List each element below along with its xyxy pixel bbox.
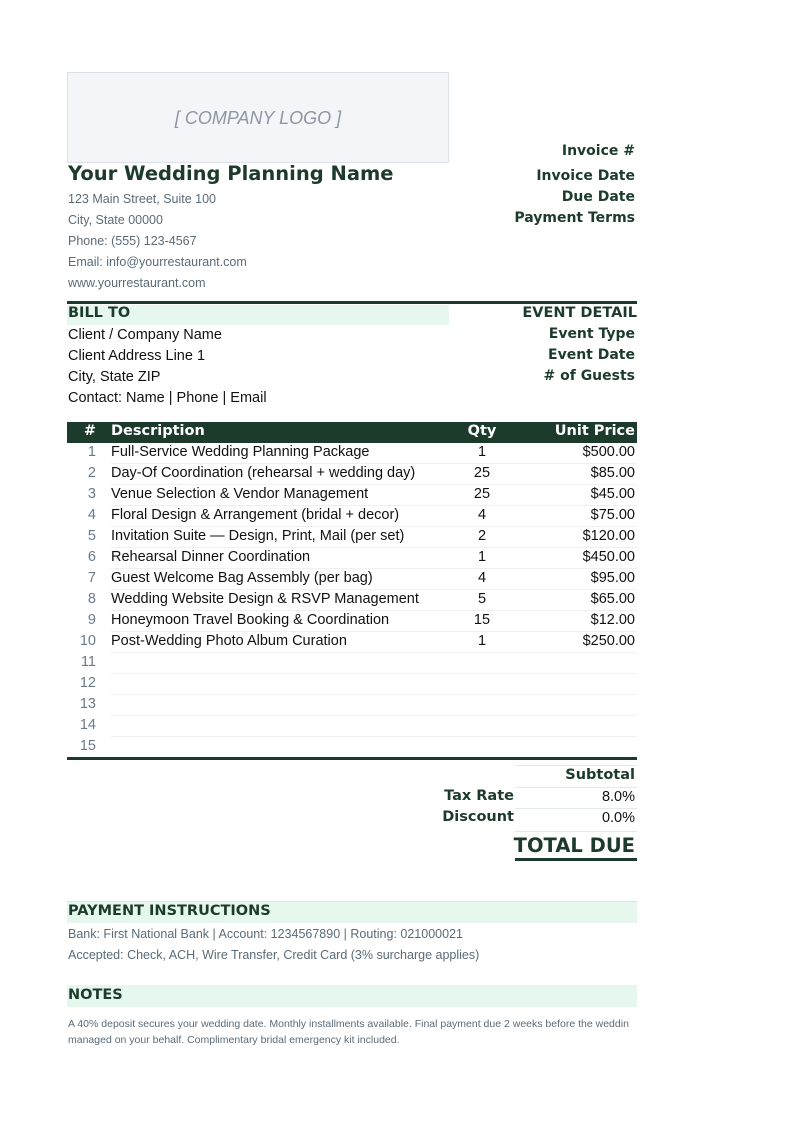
subtotal-bottom-line bbox=[515, 787, 637, 788]
table-row bbox=[67, 506, 637, 527]
row-description: Floral Design & Arrangement (bridal + decor) bbox=[111, 507, 400, 523]
row-unit-price: $95.00 bbox=[590, 570, 635, 586]
table-row bbox=[67, 464, 637, 485]
payment-terms-label: Payment Terms bbox=[514, 210, 635, 226]
notes-line-1: A 40% deposit secures your wedding date. Monthly installments available. Final payment due 2 weeks before the weddin bbox=[68, 1018, 629, 1030]
discount-line bbox=[515, 831, 637, 832]
table-row bbox=[67, 548, 637, 569]
row-number: 9 bbox=[87, 612, 96, 628]
row-unit-price: $12.00 bbox=[590, 612, 635, 628]
event-detail-title: EVENT DETAIL bbox=[522, 305, 637, 321]
discount-label: Discount bbox=[442, 809, 514, 825]
row-unit-price: $75.00 bbox=[590, 507, 635, 523]
table-row bbox=[67, 569, 637, 590]
payment-instructions-title: PAYMENT INSTRUCTIONS bbox=[68, 903, 271, 919]
row-number: 11 bbox=[80, 654, 96, 670]
table-row bbox=[67, 485, 637, 506]
guest-count-label: # of Guests bbox=[543, 368, 635, 384]
notes-line-2: managed on your behalf. Complimentary bridal emergency kit included. bbox=[68, 1034, 400, 1046]
company-address-line-1: 123 Main Street, Suite 100 bbox=[68, 192, 217, 206]
row-number: 10 bbox=[79, 633, 96, 649]
row-qty: 4 bbox=[477, 570, 487, 586]
payment-bank-details: Bank: First National Bank | Account: 1234567890 | Routing: 021000021 bbox=[68, 927, 463, 941]
row-qty: 25 bbox=[473, 465, 491, 481]
row-number: 3 bbox=[87, 486, 96, 502]
col-header-number: # bbox=[83, 423, 96, 439]
table-row bbox=[67, 653, 637, 674]
table-row bbox=[67, 716, 637, 737]
row-number: 13 bbox=[79, 696, 96, 712]
row-qty: 4 bbox=[477, 507, 487, 523]
row-description: Full-Service Wedding Planning Package bbox=[111, 444, 370, 460]
row-number: 1 bbox=[87, 444, 96, 460]
subtotal-label: Subtotal bbox=[565, 767, 635, 783]
bill-to-title: BILL TO bbox=[68, 305, 131, 321]
row-description: Guest Welcome Bag Assembly (per bag) bbox=[111, 570, 373, 586]
table-row bbox=[67, 590, 637, 611]
row-unit-price: $120.00 bbox=[582, 528, 635, 544]
discount-value: 0.0% bbox=[601, 810, 635, 826]
row-qty: 1 bbox=[477, 633, 487, 649]
bill-to-city: City, State ZIP bbox=[68, 369, 161, 385]
notes-title: NOTES bbox=[68, 987, 123, 1003]
row-description: Venue Selection & Vendor Management bbox=[111, 486, 369, 502]
row-description: Wedding Website Design & RSVP Management bbox=[111, 591, 419, 607]
table-row bbox=[67, 674, 637, 695]
invoice-date-label: Invoice Date bbox=[536, 168, 635, 184]
col-header-qty: Qty bbox=[467, 423, 497, 439]
row-unit-price: $65.00 bbox=[590, 591, 635, 607]
row-unit-price: $85.00 bbox=[590, 465, 635, 481]
total-due-underline bbox=[515, 858, 637, 861]
table-row bbox=[67, 443, 637, 464]
row-unit-price: $500.00 bbox=[582, 444, 635, 460]
company-name: Your Wedding Planning Name bbox=[68, 162, 394, 185]
col-header-description: Description bbox=[111, 423, 205, 439]
row-number: 12 bbox=[79, 675, 96, 691]
row-number: 2 bbox=[87, 465, 96, 481]
company-email: Email: info@yourrestaurant.com bbox=[68, 255, 247, 269]
row-qty: 5 bbox=[477, 591, 487, 607]
row-unit-price: $450.00 bbox=[582, 549, 635, 565]
row-number: 15 bbox=[79, 738, 96, 754]
table-row bbox=[67, 737, 637, 758]
row-number: 7 bbox=[87, 570, 96, 586]
row-qty: 1 bbox=[477, 549, 487, 565]
due-date-label: Due Date bbox=[561, 189, 635, 205]
payment-accepted-methods: Accepted: Check, ACH, Wire Transfer, Credit Card (3% surcharge applies) bbox=[68, 948, 480, 962]
tax-line bbox=[515, 808, 637, 809]
subtotal-top-line bbox=[515, 765, 637, 766]
row-qty: 15 bbox=[473, 612, 491, 628]
tax-rate-value: 8.0% bbox=[601, 789, 635, 805]
total-due-label: TOTAL DUE bbox=[513, 834, 635, 857]
table-row bbox=[67, 527, 637, 548]
row-number: 6 bbox=[87, 549, 96, 565]
row-qty: 1 bbox=[477, 444, 487, 460]
notes-header-band bbox=[67, 985, 637, 1007]
row-number: 4 bbox=[87, 507, 96, 523]
bill-to-contact: Contact: Name | Phone | Email bbox=[68, 390, 267, 406]
row-description: Invitation Suite — Design, Print, Mail (per set) bbox=[111, 528, 405, 544]
col-header-unit-price: Unit Price bbox=[554, 423, 635, 439]
event-date-label: Event Date bbox=[548, 347, 635, 363]
bill-to-client: Client / Company Name bbox=[68, 327, 222, 343]
row-unit-price: $250.00 bbox=[582, 633, 635, 649]
company-address-line-2: City, State 00000 bbox=[68, 213, 163, 227]
company-phone: Phone: (555) 123-4567 bbox=[68, 234, 197, 248]
event-type-label: Event Type bbox=[548, 326, 635, 342]
company-website: www.yourrestaurant.com bbox=[68, 276, 206, 290]
tax-rate-label: Tax Rate bbox=[444, 788, 514, 804]
row-qty: 25 bbox=[473, 486, 491, 502]
row-description: Post-Wedding Photo Album Curation bbox=[111, 633, 347, 649]
row-description: Honeymoon Travel Booking & Coordination bbox=[111, 612, 390, 628]
invoice-number-label: Invoice # bbox=[561, 143, 635, 159]
row-unit-price: $45.00 bbox=[590, 486, 635, 502]
row-description: Day-Of Coordination (rehearsal + wedding day) bbox=[111, 465, 416, 481]
table-bottom-rule bbox=[67, 757, 637, 760]
row-qty: 2 bbox=[477, 528, 487, 544]
table-row bbox=[67, 695, 637, 716]
table-row bbox=[67, 632, 637, 653]
row-number: 5 bbox=[87, 528, 96, 544]
row-number: 14 bbox=[79, 717, 96, 733]
table-row bbox=[67, 611, 637, 632]
row-description: Rehearsal Dinner Coordination bbox=[111, 549, 311, 565]
row-number: 8 bbox=[87, 591, 96, 607]
bill-to-address: Client Address Line 1 bbox=[68, 348, 206, 364]
logo-text: [ COMPANY LOGO ] bbox=[174, 108, 342, 128]
company-logo-placeholder bbox=[67, 72, 449, 163]
section-divider bbox=[67, 301, 637, 304]
